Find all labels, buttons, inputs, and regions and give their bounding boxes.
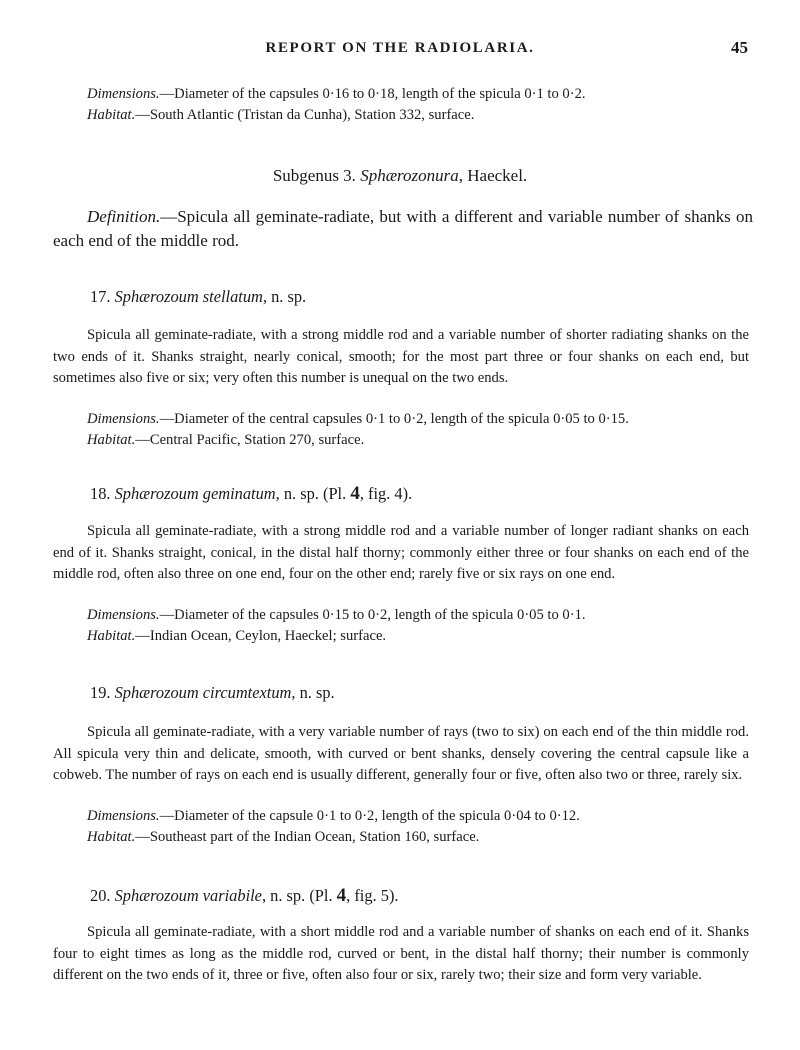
definition-text: —Spicula all geminate-radiate, but with a different and variable number of shanks on each end of the middle rod. [53,207,753,250]
dimensions-label: Dimensions. [87,86,160,102]
species-18-habitat: Habitat.—Indian Ocean, Ceylon, Haeckel; surface. [87,628,387,644]
species-name: Sphærozoum circumtextum [114,683,292,702]
running-title: REPORT ON THE RADIOLARIA. [265,40,535,56]
prev-habitat [87,107,474,124]
species-20-heading: 20. Sphærozoum variabile, n. sp. (Pl. 4, fig. 5). [90,885,399,906]
species-19-heading: 19. Sphærozoum circumtextum, n. sp. [90,683,335,702]
definition-paragraph [53,205,753,253]
species-18-heading: 18. Sphærozoum geminatum, n. sp. (Pl. 4, fig. 4). [90,483,413,504]
page-number: 45 [731,38,748,57]
species-name: Sphærozoum stellatum [114,287,263,306]
subgenus-heading [0,166,800,186]
species-17-description: Spicula all geminate-radiate, with a strong middle rod and a variable number of shorter radiating shanks on the two ends of it. Shanks straight, nearly conical, smooth; for the most part three or four shanks on each end, but sometimes also five or six; very often this number is unequal on the two ends. [53,327,749,386]
plate-number: 4 [350,483,360,504]
species-18-description: Spicula all geminate-radiate, with a strong middle rod and a variable number of longer radiant shanks on each end of it. Shanks straight, conical, in the distal half thorny; commonly either three or four shanks on each end of the middle rod, often also three on one end, four on the other end; rarely five or six rays on one end. [53,523,749,582]
plate-number: 4 [336,885,347,906]
definition-label: Definition. [87,207,161,226]
species-name: Sphærozoum geminatum [114,484,276,503]
habitat-label: Habitat. [87,107,136,123]
dimensions-text: —Diameter of the capsules 0·16 to 0·18, length of the spicula 0·1 to 0·2. [159,86,586,102]
subgenus-suffix: , Haeckel. [458,166,528,185]
species-17-dimensions: Dimensions.—Diameter of the central capsules 0·1 to 0·2, length of the spicula 0·05 to 0·15. [87,411,629,427]
species-17-heading: 17. Sphærozoum stellatum, n. sp. [90,287,307,306]
species-19-description: Spicula all geminate-radiate, with a very variable number of rays (two to six) on each end of the thin middle rod. All spicula very thin and delicate, smooth, with curved or bent shanks, densely covering the central capsule like a cobweb. The number of rays on each end is usually different, generally four or five, often also two or three, rarely six. [53,724,749,783]
subgenus-prefix: Subgenus 3. [272,166,361,185]
species-19-habitat: Habitat.—Southeast part of the Indian Ocean, Station 160, surface. [87,829,480,845]
habitat-text: —South Atlantic (Tristan da Cunha), Station 332, surface. [135,107,475,123]
species-20-description: Spicula all geminate-radiate, with a short middle rod and a variable number of shanks on each end of it. Shanks four to eight times as long as the middle rod, curved or bent, in the distal half thorny; their number is commonly different on the two ends of it, three or five, often also four or six, rarely two; their size and form very variable. [53,924,749,983]
species-name: Sphærozoum variabile [114,886,262,905]
subgenus-name: Sphærozonura [360,166,459,185]
running-header [0,40,800,66]
species-18-dimensions: Dimensions.—Diameter of the capsules 0·15 to 0·2, length of the spicula 0·05 to 0·1. [87,607,586,623]
prev-dimensions [87,86,586,103]
species-17-habitat: Habitat.—Central Pacific, Station 270, surface. [87,432,365,448]
species-19-dimensions: Dimensions.—Diameter of the capsule 0·1 to 0·2, length of the spicula 0·04 to 0·12. [87,808,580,824]
